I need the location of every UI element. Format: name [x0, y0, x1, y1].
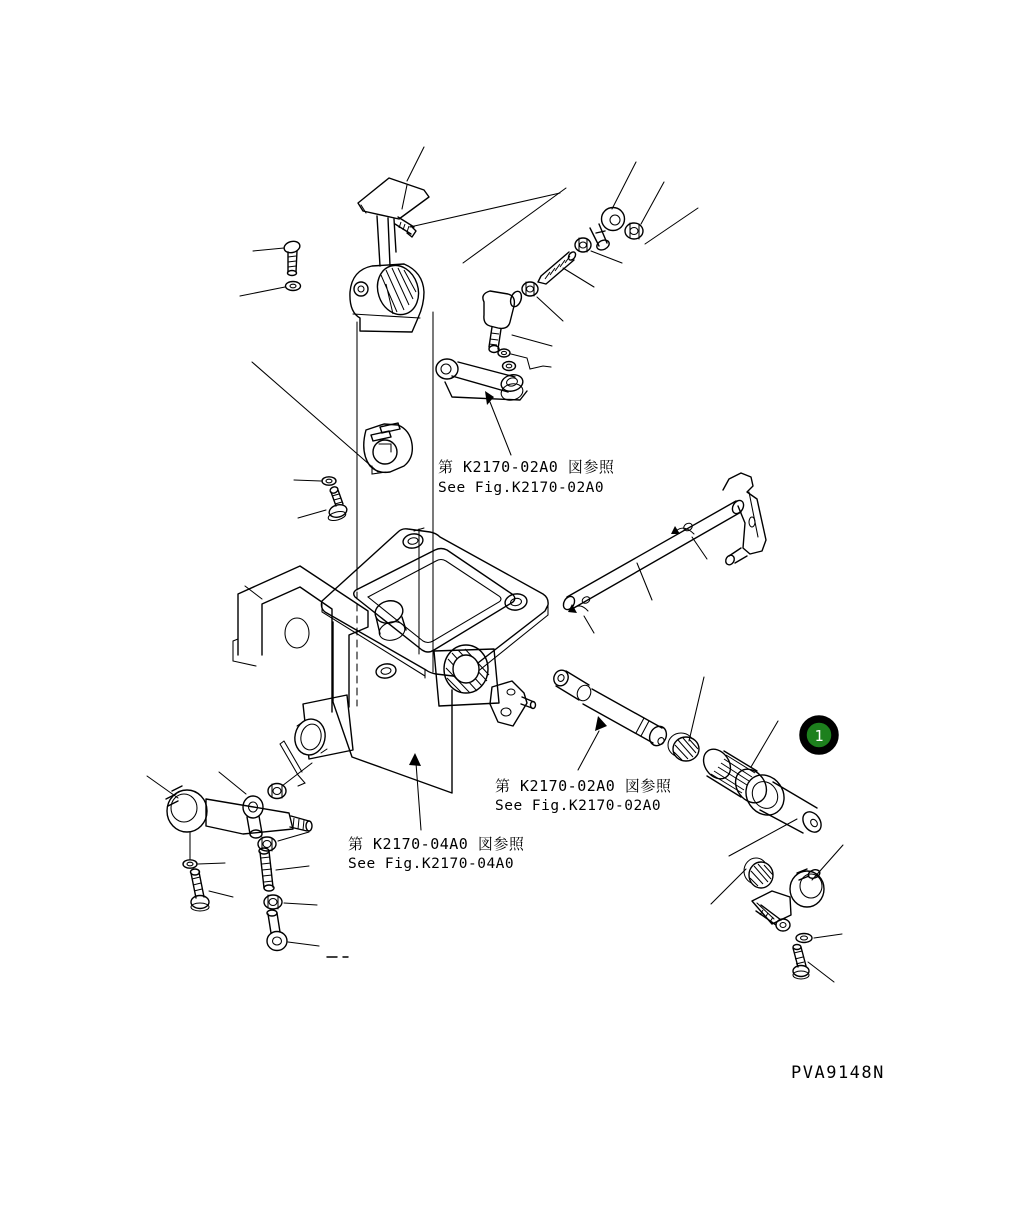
bolt-and-washer-upper-left [240, 240, 301, 296]
long-rod-assembly [561, 473, 766, 633]
bolt-lower-right [793, 945, 834, 983]
ref-label-jp: 第 K2170-02A0 図参照 [495, 777, 672, 795]
lower-left-lever-assembly [147, 741, 348, 957]
top-lever-assembly [350, 178, 429, 332]
arrow-to-link-arm [485, 391, 494, 405]
plug-disc-lower [744, 858, 773, 888]
knob-assembly [294, 423, 412, 522]
callout-balloon-1[interactable] [803, 719, 835, 751]
projection-lines [252, 147, 566, 706]
stepped-rod-assembly [551, 668, 669, 770]
threaded-stud-lower [259, 848, 309, 891]
ref-label-en: See Fig.K2170-04A0 [348, 856, 515, 872]
rod-end-and-nuts-cluster [483, 162, 698, 353]
ref-label-jp: 第 K2170-02A0 図参照 [438, 458, 615, 476]
box-side-port [292, 695, 353, 759]
elbow-fitting [483, 290, 552, 353]
plug-disc-middle [668, 677, 704, 761]
bolt-lower-left [191, 869, 234, 911]
ref-label-02a0-upper[interactable] [438, 458, 615, 496]
cotter-pin-left [568, 604, 594, 633]
link-arm-assembly [436, 349, 551, 455]
rod-end-lower [267, 910, 319, 951]
box-u-bracket [233, 566, 368, 712]
clamp-bore-hatching [381, 268, 416, 314]
ref-label-02a0-lower[interactable] [495, 777, 672, 814]
lower-right-lever-assembly [711, 819, 843, 982]
figure-code: PVA9148N [791, 1063, 885, 1083]
arrow-to-stepped-rod [595, 716, 607, 731]
threaded-stud [538, 251, 594, 287]
ref-label-jp: 第 K2170-04A0 図参照 [348, 835, 525, 853]
callout-number: 1 [814, 727, 824, 745]
ref-label-en: See Fig.K2170-02A0 [438, 480, 605, 496]
ref-label-en: See Fig.K2170-02A0 [495, 798, 662, 814]
arrow-to-control-box [409, 753, 421, 766]
control-box [233, 529, 548, 793]
